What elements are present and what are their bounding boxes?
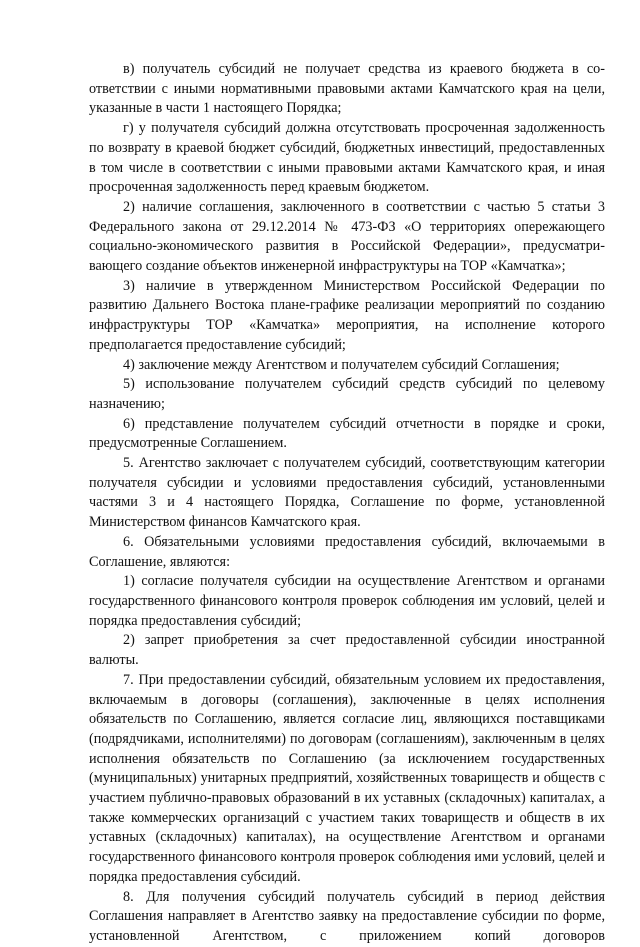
paragraph-section-6-item-1: 1) согласие получателя субсидии на осуществление Агентством и органами государственного финансового контроля проверок соблюдения им условий, целей и порядка предоставления субсидий; bbox=[89, 573, 605, 629]
paragraph-condition-2: 2) наличие соглашения, заключенного в соответствии с частью 5 статьи 3 Федерального закона от 29.12.2014 № 473-ФЗ «О территориях опережающего социально-экономического развития в Российской Федерации», предусматривающего создание объектов инженерной инфраструктуры на ТОР «Камчатка»; bbox=[89, 198, 605, 275]
paragraph-section-6-item-2: 2) запрет приобретения за счет предоставленной субсидии иностранной валюты. bbox=[89, 632, 605, 669]
paragraph-item-g: г) у получателя субсидий должна отсутствовать просроченная задолженность по возврату в краевой бюджет субсидий, бюджетных инвестиций, предоставленных в том числе в соответствии с иными правовыми актами Камчатского края, и иная просроченная задолженность перед краевым бюджетом. bbox=[89, 120, 605, 196]
paragraph-section-8: 8. Для получения субсидий получатель субсидий в период действия Соглашения направляет в Агентство заявку на предоставление субсидии по форме, установленной Агентством, с приложением копий договоров bbox=[89, 888, 605, 944]
paragraph-section-6: 6. Обязательными условиями предоставления субсидий, включаемыми в Соглашение, являются: bbox=[89, 533, 605, 570]
paragraph-section-5: 5. Агентство заключает с получателем субсидий, соответствующим категории получателя субсидии и условиями предоставления субсидий, установленными частями 3 и 4 настоящего Порядка, Соглашение по форме, установленной Министерством финансов Камчатского края. bbox=[89, 455, 605, 531]
paragraph-item-v: в) получатель субсидий не получает средства из краевого бюджета в соответствии с иными нормативными правовыми актами Камчатского края на цели, указанные в части 1 настоящего Порядка; bbox=[89, 61, 605, 117]
paragraph-condition-4: 4) заключение между Агентством и получателем субсидий Соглашения; bbox=[123, 356, 560, 373]
paragraph-section-7: 7. При предоставлении субсидий, обязательным условием их предоставления, включаемым в договоры (соглашения), заключенные в целях исполнения обязательств по Соглашению, является согласие лиц, являющихся поставщиками (подрядчиками, исполнителями) по договорам (соглашениям), заключенным в целях исполнения обязательств по Соглашению (за исключением государственных (муниципальных) унитарных предприятий, хозяйственных товариществ и обществ с участием публично-правовых образований в их уставных (складочных) капиталах, а также коммерческих организаций с участием таких товариществ и обществ в их уставных (складочных) капиталах), на осуществление Агентством и органами государственного финансового контроля проверок соблюдения ими условий, целей и порядка предоставления субсидий. bbox=[89, 671, 605, 885]
document-body bbox=[89, 60, 605, 947]
paragraph-condition-3: 3) наличие в утвержденном Министерством Российской Федерации по развитию Дальнего Востока плане-графике реализации мероприятий по созданию инфраструктуры ТОР «Камчатка» мероприятия, на исполнение которого предполагается предоставление субсидий; bbox=[89, 277, 605, 353]
paragraph-condition-6: 6) представление получателем субсидий отчетности в порядке и сроки, предусмотренные Соглашением. bbox=[89, 415, 605, 452]
paragraph-condition-5: 5) использование получателем субсидий средств субсидий по целевому назначению; bbox=[89, 376, 605, 412]
